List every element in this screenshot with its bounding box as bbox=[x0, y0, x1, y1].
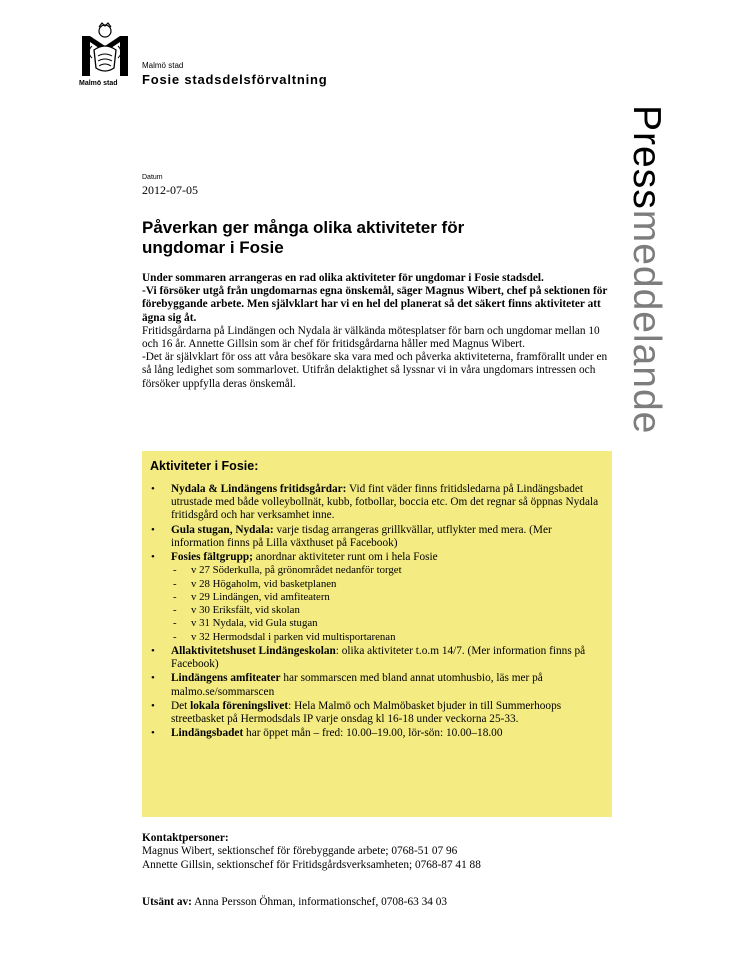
sent-by-label: Utsänt av: bbox=[142, 896, 192, 908]
org-small-label: Malmö stad bbox=[142, 61, 184, 70]
date-value: 2012-07-05 bbox=[142, 183, 198, 197]
org-name: Fosie stadsdelsförvaltning bbox=[142, 72, 328, 87]
dash-icon: - bbox=[173, 564, 177, 577]
bullet-icon: • bbox=[151, 727, 155, 740]
contact-person: Magnus Wibert, sektionschef för förebyggande arbete; 0768-51 07 96 bbox=[142, 845, 458, 858]
activities-title: Aktiviteter i Fosie: bbox=[150, 459, 259, 473]
list-item bbox=[150, 483, 604, 523]
schedule-item bbox=[171, 564, 604, 577]
schedule-item bbox=[171, 631, 604, 644]
body-text bbox=[142, 272, 612, 391]
intro-paragraph-2: -Det är självklart för oss att våra besökare ska vara med och påverka aktiviteterna, framförallt under en så lång ledighet som sommarlovet. Utifrån delaktighet så lyssnar vi in våra ungdomars intressen och försöker uppfylla deras önskemål. bbox=[142, 351, 608, 390]
item-bold: Allaktivitetshuset Lindängeskolan bbox=[171, 645, 336, 657]
schedule-text: v 28 Högaholm, vid basketplanen bbox=[191, 577, 337, 590]
item-text: har sommarscen med bland annat utomhusbio, läs mer på malmo.se/sommarscen bbox=[171, 672, 543, 698]
bullet-icon: • bbox=[151, 699, 155, 712]
item-text: varje tisdag arrangeras grillkvällar, utflykter med mera. (Mer information finns på Lilla växthuset på Facebook) bbox=[171, 523, 552, 549]
item-pre: Det bbox=[171, 699, 191, 712]
item-bold: lokala föreningslivet bbox=[190, 699, 289, 712]
schedule-item bbox=[171, 604, 604, 617]
schedule-item bbox=[171, 617, 604, 630]
malmo-coat-of-arms-logo bbox=[80, 22, 130, 84]
schedule-text: v 31 Nydala, vid Gula stugan bbox=[191, 617, 318, 630]
bullet-icon: • bbox=[151, 551, 155, 564]
list-item bbox=[150, 727, 604, 740]
date-label: Datum bbox=[142, 174, 163, 181]
contacts-heading: Kontaktpersoner: bbox=[142, 832, 229, 844]
vertical-title-part2: meddelande bbox=[625, 209, 668, 435]
item-bold: Fosies fältgrupp; bbox=[171, 551, 253, 564]
contact-person: Annette Gillsin, sektionschef för Fritidsgårdsverksamheten; 0768-87 41 88 bbox=[142, 858, 481, 871]
contacts-section bbox=[142, 832, 622, 872]
dash-icon: - bbox=[173, 630, 177, 643]
item-bold: Nydala & Lindängens fritidsgårdar: bbox=[171, 483, 347, 495]
bullet-icon: • bbox=[151, 523, 155, 536]
item-text: Vid fint väder finns fritidsledarna på Lindängsbadet utrustade med både volleybollnät, kubb, fotbollar, boccia etc. Om det regnar så öppnas Nydala fritidsgård och har verksamhet inne. bbox=[171, 483, 599, 522]
pressmeddelande-vertical-title bbox=[624, 105, 668, 434]
bullet-icon: • bbox=[151, 645, 155, 657]
intro-paragraph-1: Fritidsgårdarna på Lindängen och Nydala är välkända mötesplatser för barn och ungdomar mellan 10 och 16 år. Annette Gillsin som är chef för fritidsgårdarna håller med Magnus Wibert. bbox=[142, 324, 600, 351]
item-text: : olika aktiviteter t.o.m 14/7. (Mer information finns på Facebook) bbox=[171, 645, 586, 671]
schedule-text: v 27 Söderkulla, på grönområdet nedanför torget bbox=[191, 564, 402, 577]
dash-icon: - bbox=[173, 577, 177, 590]
item-text: : Hela Malmö och Malmöbasket bjuder in till Summerhoops streetbasket på Hermodsdals IP varje onsdag kl 16-18 under veckorna 25-33. bbox=[171, 699, 562, 726]
item-text: anordnar aktiviteter runt om i hela Fosie bbox=[252, 551, 438, 564]
list-item bbox=[150, 672, 604, 698]
item-text: har öppet mån – fred: 10.00–19.00, lör-sön: 10.00–18.00 bbox=[243, 727, 503, 740]
activities-box bbox=[142, 451, 612, 817]
logo-caption: Malmö stad bbox=[79, 80, 118, 87]
sent-by bbox=[142, 896, 447, 908]
dash-icon: - bbox=[173, 590, 177, 603]
intro-bold-1: Under sommaren arrangeras en rad olika aktiviteter för ungdomar i Fosie stadsdel. bbox=[142, 272, 544, 284]
schedule-text: v 32 Hermodsdal i parken vid multisportarenan bbox=[191, 630, 396, 643]
dash-icon: - bbox=[173, 604, 177, 617]
schedule-item bbox=[171, 591, 604, 604]
item-bold: Lindängens amfiteater bbox=[171, 672, 281, 685]
intro-bold-2: -Vi försöker utgå från ungdomarnas egna önskemål, säger Magnus Wibert, chef på sektionen för förebyggande arbete. Men självklart har vi en hel del planerat så det säkert finns aktiviteter att ägna sig åt. bbox=[142, 285, 608, 324]
item-bold: Lindängsbadet bbox=[171, 727, 244, 740]
schedule-text: v 29 Lindängen, vid amfiteatern bbox=[191, 590, 330, 603]
list-item bbox=[150, 645, 604, 671]
bullet-icon: • bbox=[151, 483, 155, 495]
item-bold: Gula stugan, Nydala: bbox=[171, 523, 274, 536]
schedule-item bbox=[171, 578, 604, 591]
headline: Påverkan ger många olika aktiviteter för ungdomar i Fosie bbox=[142, 218, 465, 257]
list-item bbox=[150, 551, 604, 644]
schedule-text: v 30 Eriksfält, vid skolan bbox=[191, 604, 300, 617]
dash-icon: - bbox=[173, 617, 177, 630]
sent-by-value: Anna Persson Öhman, informationschef, 0708-63 34 03 bbox=[191, 896, 447, 908]
vertical-title-part1: Press bbox=[625, 105, 668, 210]
list-item bbox=[150, 700, 604, 726]
list-item bbox=[150, 524, 604, 550]
bullet-icon: • bbox=[151, 672, 155, 685]
faltgrupp-schedule bbox=[171, 564, 604, 644]
activities-list bbox=[150, 483, 604, 740]
